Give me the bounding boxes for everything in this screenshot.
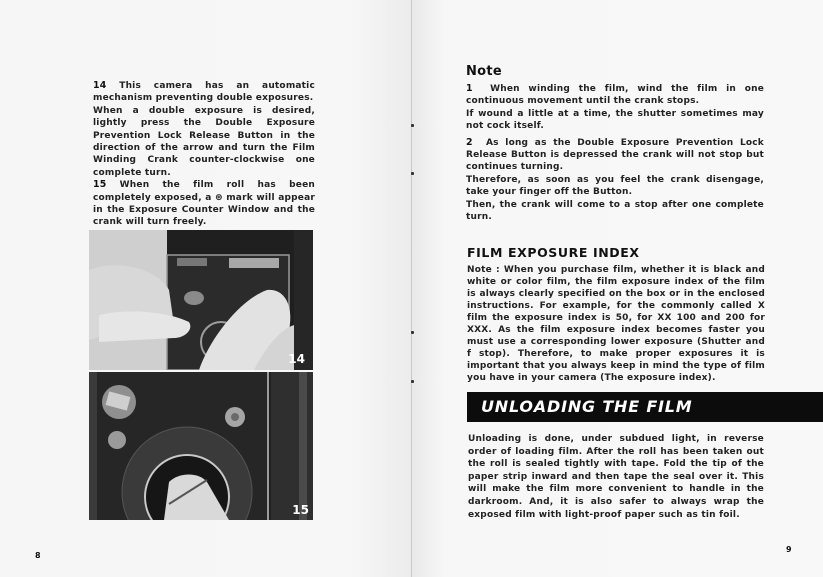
paragraph-double-exposure bbox=[93, 105, 315, 179]
note-section bbox=[466, 64, 764, 223]
section-title-film-exposure-index: FILM EXPOSURE INDEX bbox=[467, 245, 640, 260]
photo-figure-14 bbox=[89, 230, 313, 370]
note-line: As long as the Double Exposure Prevention Lock Release Button is depressed the crank will not stop but continues turning. bbox=[466, 137, 764, 173]
unloading-banner bbox=[467, 392, 823, 422]
paragraph-15 bbox=[93, 179, 315, 229]
figure-label: 14 bbox=[288, 352, 305, 366]
note-item-2 bbox=[466, 137, 764, 174]
note-line: When winding the film, wind the film in one continuous movement until the crank stops. bbox=[466, 84, 765, 107]
step-number: 15 bbox=[93, 179, 107, 191]
unloading-text: Unloading is done, under subdued light, in reverse order of loading film. After the roll has been taken out the roll is sealed tightly with tape. Fold the tip of the paper strip inward and then tape the seal over it. This will make the film more convenient to handle in the darkroom. And, it is also safer to always wrap the exposed film with light-proof paper such as tin foil. bbox=[468, 434, 764, 520]
page-number: 8 bbox=[35, 551, 41, 560]
staple-mark bbox=[411, 124, 414, 127]
note-item-1 bbox=[466, 83, 764, 108]
staple-mark bbox=[411, 331, 414, 334]
photo-figure-15 bbox=[89, 372, 313, 520]
staple-mark bbox=[411, 172, 414, 175]
paragraph-14 bbox=[93, 80, 315, 105]
paragraph-text: When a double exposure is desired, lightly press the Double Exposure Prevention Lock Release Button in the direction of the arrow and turn the Film Winding Crank counter-clockwise one complete turn. bbox=[93, 105, 315, 178]
step-number: 2 bbox=[466, 136, 473, 148]
camera-crank-photo bbox=[89, 230, 313, 370]
step-number: 1 bbox=[466, 83, 473, 94]
left-page-text bbox=[93, 80, 315, 229]
note-line: If wound a little at a time, the shutter sometimes may not cock itself. bbox=[466, 108, 764, 132]
book-gutter bbox=[411, 0, 412, 577]
figure-label: 15 bbox=[292, 503, 309, 517]
paragraph-text: This camera has an automatic mechanism preventing double exposures. bbox=[93, 81, 315, 104]
note-line: Then, the crank will come to a stop after one complete turn. bbox=[466, 199, 764, 223]
note-item-1-continued bbox=[466, 108, 764, 133]
note-item-2-end bbox=[466, 199, 764, 224]
paragraph-text: When the film roll has been completely exposed, a ⊛ mark will appear in the Exposure Counter Window and the crank will turn freely. bbox=[93, 180, 315, 228]
note-title: Note bbox=[466, 64, 503, 79]
staple-mark bbox=[411, 380, 414, 383]
page-number: 9 bbox=[786, 545, 792, 554]
note-line: Therefore, as soon as you feel the crank disengage, take your finger off the Button. bbox=[466, 174, 764, 198]
step-number: 14 bbox=[93, 80, 107, 91]
camera-counter-photo bbox=[89, 372, 313, 520]
section-title-unloading: UNLOADING THE FILM bbox=[481, 397, 693, 416]
film-exposure-index-text: Note : When you purchase film, whether it is black and white or color film, the film exposure index of the film is always clearly specified on the box or in the enclosed instructions. For example, for the commonly called X film the exposure index is 50, for XX 100 and 200 for XXX. As the film exposure index becomes faster you must use a corresponding lower exposure (Shutter and f stop). Therefore, to make proper exposures it is important that you always keep in mind the type of film you have in your camera (The exposure index). bbox=[467, 265, 765, 383]
note-item-2-continued bbox=[466, 174, 764, 199]
